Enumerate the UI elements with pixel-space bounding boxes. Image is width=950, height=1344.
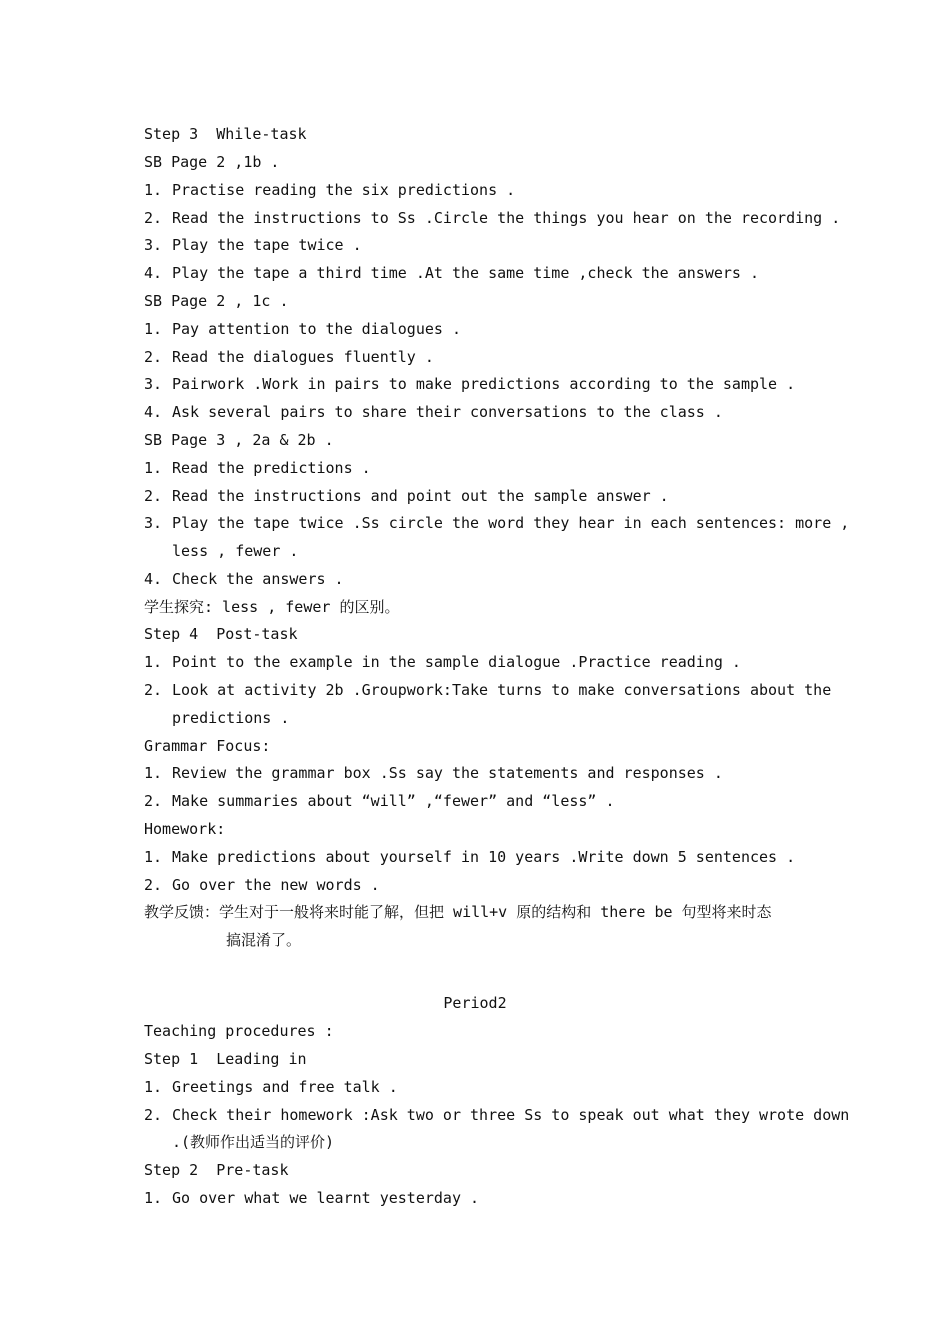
list-item	[144, 347, 814, 367]
teaching-feedback-continuation: 搞混淆了。	[226, 931, 302, 949]
item-number: 1.	[144, 181, 163, 199]
item-text: Make summaries about “will” ,“fewer” and “less” .	[172, 792, 615, 810]
list-item	[144, 875, 814, 895]
list-item	[144, 208, 841, 228]
item-number: 2.	[144, 876, 163, 894]
step3-heading: Step 3 While-task	[144, 125, 307, 143]
item-text: Ask several pairs to share their conversations to the class .	[172, 403, 723, 421]
item-text: Play the tape a third time .At the same time ,check the answers .	[172, 264, 759, 282]
list-item-continuation: .(教师作出适当的评价)	[172, 1133, 335, 1151]
item-number: 3.	[144, 236, 163, 254]
list-item	[144, 652, 814, 672]
item-text: Read the predictions .	[172, 459, 371, 477]
list-item	[144, 319, 814, 339]
item-number: 1.	[144, 848, 163, 866]
list-item-continuation: predictions .	[172, 709, 290, 727]
item-number: 2.	[144, 792, 163, 810]
item-number: 2.	[144, 209, 163, 227]
item-number: 1.	[144, 459, 163, 477]
item-text: Go over the new words .	[172, 876, 380, 894]
procedures-heading: Teaching procedures :	[144, 1022, 334, 1040]
item-number: 2.	[144, 348, 163, 366]
list-item	[144, 458, 814, 478]
item-number: 2.	[144, 681, 163, 699]
item-text: Greetings and free talk .	[172, 1078, 398, 1096]
item-text: Pairwork .Work in pairs to make predictions according to the sample .	[172, 375, 796, 393]
step4-heading: Step 4 Post-task	[144, 625, 298, 643]
homework-heading: Homework:	[144, 820, 226, 838]
list-item	[144, 486, 814, 506]
list-item	[144, 569, 814, 589]
student-explore-note: 学生探究: less , fewer 的区别。	[144, 598, 400, 616]
list-item	[144, 263, 814, 283]
grammar-heading: Grammar Focus:	[144, 737, 271, 755]
item-number: 4.	[144, 570, 163, 588]
item-text: Pay attention to the dialogues .	[172, 320, 461, 338]
list-item	[144, 235, 814, 255]
item-text: Read the dialogues fluently .	[172, 348, 434, 366]
list-item	[144, 1105, 850, 1125]
teaching-feedback: 教学反馈：学生对于一般将来时能了解，但把 will+v 原的结构和 there be 句型将来时态	[144, 903, 772, 921]
item-number: 1.	[144, 764, 163, 782]
sb-page-title: SB Page 2 ,1b .	[144, 153, 280, 171]
item-number: 1.	[144, 1078, 163, 1096]
item-number: 2.	[144, 487, 163, 505]
item-text: Review the grammar box .Ss say the statements and responses .	[172, 764, 723, 782]
item-text: Check their homework :Ask two or three Ss to speak out what they wrote down	[172, 1106, 850, 1124]
item-number: 3.	[144, 514, 163, 532]
item-text: Look at activity 2b .Groupwork:Take turns to make conversations about the	[172, 681, 832, 699]
item-text: Go over what we learnt yesterday .	[172, 1189, 480, 1207]
item-number: 3.	[144, 375, 163, 393]
step1-heading: Step 1 Leading in	[144, 1050, 307, 1068]
item-number: 2.	[144, 1106, 163, 1124]
item-number: 4.	[144, 403, 163, 421]
item-text: Practise reading the six predictions .	[172, 181, 516, 199]
item-number: 1.	[144, 1189, 163, 1207]
list-item	[144, 791, 814, 811]
item-text: Read the instructions to Ss .Circle the things you hear on the recording .	[172, 209, 841, 227]
item-number: 1.	[144, 320, 163, 338]
step2-heading: Step 2 Pre-task	[144, 1161, 289, 1179]
sb-page-title: SB Page 3 , 2a & 2b .	[144, 431, 334, 449]
item-number: 1.	[144, 653, 163, 671]
list-item	[144, 180, 814, 200]
item-text: Check the answers .	[172, 570, 344, 588]
list-item-continuation: less , fewer .	[172, 542, 299, 560]
list-item	[144, 374, 814, 394]
list-item	[144, 847, 814, 867]
sb-page-title: SB Page 2 , 1c .	[144, 292, 289, 310]
list-item	[144, 1188, 814, 1208]
list-item	[144, 680, 832, 700]
list-item	[144, 1077, 814, 1097]
item-text: Make predictions about yourself in 10 years .Write down 5 sentences .	[172, 848, 796, 866]
list-item	[144, 402, 814, 422]
item-text: Point to the example in the sample dialogue .Practice reading .	[172, 653, 741, 671]
list-item	[144, 513, 850, 533]
period-title: Period2	[443, 994, 507, 1012]
item-number: 4.	[144, 264, 163, 282]
item-text: Play the tape twice .Ss circle the word they hear in each sentences: more ,	[172, 514, 850, 532]
item-text: Play the tape twice .	[172, 236, 362, 254]
item-text: Read the instructions and point out the sample answer .	[172, 487, 669, 505]
list-item	[144, 763, 814, 783]
